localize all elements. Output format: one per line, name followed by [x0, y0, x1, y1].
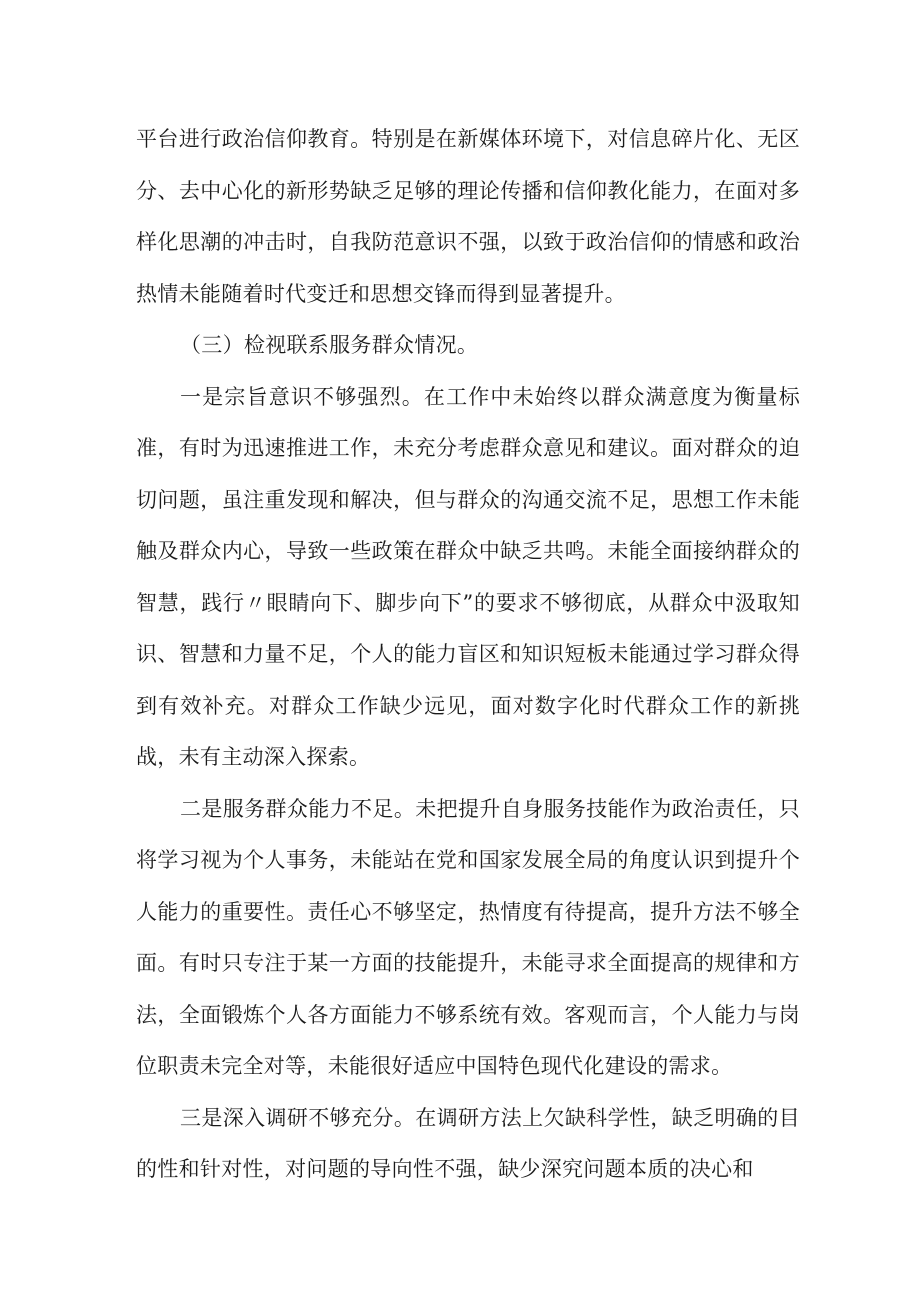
- section-heading: （三）检视联系服务群众情况。: [180, 333, 479, 357]
- paragraph-service-ability: 二是服务群众能力不足。未把提升自身服务技能作为政治责任，只将学习视为个人事务，未能站在党和国家发展全局的角度认识到提升个人能力的重要性。责任心不够坚定，热情度有待提高，提升方法不够全面。有时只专注于某一方面的技能提升，未能寻求全面提高的规律和方法，全面锻炼个人各方面能力不够系统有效。客观而言，个人能力与岗位职责未完全对等，未能很好适应中国特色现代化建设的需求。: [136, 796, 800, 1078]
- paragraph-purpose-awareness: 一是宗旨意识不够强烈。在工作中未始终以群众满意度为衡量标准，有时为迅速推进工作，未充分考虑群众意见和建议。面对群众的迫切问题，虽注重发现和解决，但与群众的沟通交流不足，思想工作未能触及群众内心，导致一些政策在群众中缺乏共鸣。未能全面接纳群众的智慧，践行〃眼睛向下、脚步向下”的要求不够彻底，从群众中汲取知识、智慧和力量不足，个人的能力盲区和知识短板未能通过学习群众得到有效补充。对群众工作缺少远见，面对数字化时代群众工作的新挑战，未有主动深入探索。: [136, 384, 800, 769]
- document-body: [136, 114, 800, 1196]
- paragraph-continuation: 平台进行政治信仰教育。特别是在新媒体环境下，对信息碎片化、无区分、去中心化的新形势缺乏足够的理论传播和信仰教化能力，在面对多样化思潮的冲击时，自我防范意识不强，以致于政治信仰的情感和政治热情未能随着时代变迁和思想交锋而得到显著提升。: [136, 127, 800, 306]
- paragraph-research: 三是深入调研不够充分。在调研方法上欠缺科学性，缺乏明确的目的性和针对性，对问题的导向性不强，缺少深究问题本质的决心和: [136, 1105, 800, 1181]
